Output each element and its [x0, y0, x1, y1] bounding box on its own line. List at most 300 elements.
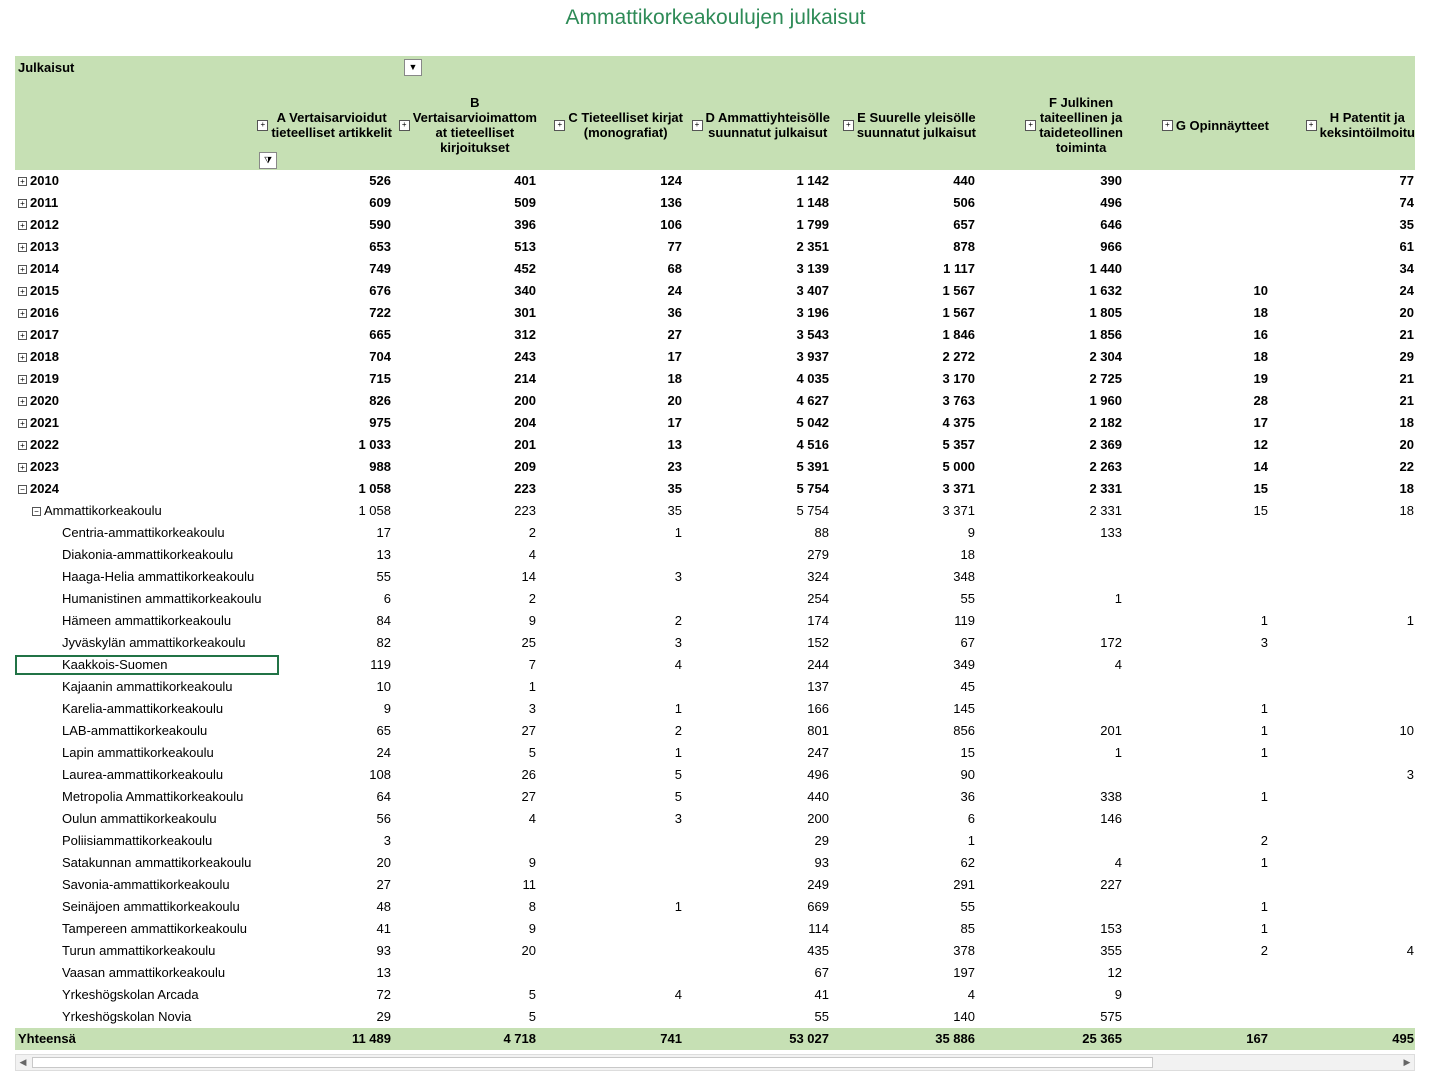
value-cell[interactable]: 2: [528, 525, 536, 540]
value-cell[interactable]: 35: [1399, 217, 1414, 232]
expand-column-icon[interactable]: +: [1025, 120, 1036, 131]
value-cell[interactable]: 64: [376, 789, 391, 804]
collapse-icon[interactable]: −: [18, 485, 27, 494]
value-cell[interactable]: 174: [807, 613, 829, 628]
expand-column-icon[interactable]: +: [399, 120, 410, 131]
value-cell[interactable]: 2 263: [1089, 459, 1122, 474]
expand-icon[interactable]: +: [18, 463, 27, 472]
value-cell[interactable]: 17: [376, 525, 391, 540]
value-cell[interactable]: 575: [1100, 1009, 1122, 1024]
value-cell[interactable]: 653: [369, 239, 391, 254]
value-cell[interactable]: 1 058: [358, 503, 391, 518]
value-cell[interactable]: 5 042: [796, 415, 829, 430]
expand-icon[interactable]: +: [18, 441, 27, 450]
value-cell[interactable]: 1 846: [942, 327, 975, 342]
value-cell[interactable]: 140: [953, 1009, 975, 1024]
value-cell[interactable]: 722: [369, 305, 391, 320]
value-cell[interactable]: 18: [960, 547, 975, 562]
value-cell[interactable]: 119: [370, 657, 391, 672]
value-cell[interactable]: 7: [528, 657, 536, 672]
value-cell[interactable]: 18: [1399, 415, 1414, 430]
expand-icon[interactable]: +: [18, 353, 27, 362]
value-cell[interactable]: 3: [1406, 767, 1414, 782]
value-cell[interactable]: 279: [807, 547, 829, 562]
expand-column-icon[interactable]: +: [843, 120, 854, 131]
value-cell[interactable]: 749: [369, 261, 391, 276]
value-cell[interactable]: 36: [667, 305, 682, 320]
value-cell[interactable]: 35: [667, 503, 682, 518]
value-cell[interactable]: 9: [528, 855, 536, 870]
value-cell[interactable]: 12: [1107, 965, 1122, 980]
row-label-filter-icon[interactable]: ⧩: [259, 152, 277, 169]
column-header[interactable]: [1008, 94, 1123, 156]
value-cell[interactable]: 2: [1260, 833, 1268, 848]
value-cell[interactable]: 3: [528, 701, 536, 716]
value-cell[interactable]: 3 937: [796, 349, 829, 364]
value-cell[interactable]: 704: [369, 349, 391, 364]
value-cell[interactable]: 496: [807, 767, 829, 782]
value-cell[interactable]: 4 035: [796, 371, 829, 386]
value-cell[interactable]: 9: [1114, 987, 1122, 1002]
value-cell[interactable]: 4: [1406, 943, 1414, 958]
value-cell[interactable]: 119: [954, 613, 975, 628]
column-header[interactable]: [401, 94, 537, 156]
value-cell[interactable]: 1: [674, 701, 682, 716]
value-cell[interactable]: 1 117: [943, 261, 975, 276]
value-cell[interactable]: 114: [808, 921, 829, 936]
value-cell[interactable]: 10: [1253, 283, 1268, 298]
value-cell[interactable]: 35: [667, 481, 682, 496]
value-cell[interactable]: 4 718: [503, 1031, 536, 1046]
value-cell[interactable]: 301: [514, 305, 536, 320]
value-cell[interactable]: 1 960: [1089, 393, 1122, 408]
value-cell[interactable]: 11 489: [351, 1031, 391, 1046]
value-cell[interactable]: 6: [967, 811, 975, 826]
value-cell[interactable]: 609: [369, 195, 391, 210]
value-cell[interactable]: 17: [667, 349, 682, 364]
value-cell[interactable]: 20: [1399, 305, 1414, 320]
value-cell[interactable]: 5: [674, 767, 682, 782]
value-cell[interactable]: 1: [674, 899, 682, 914]
value-cell[interactable]: 124: [660, 173, 682, 188]
value-cell[interactable]: 106: [660, 217, 682, 232]
value-cell[interactable]: 396: [514, 217, 536, 232]
value-cell[interactable]: 14: [1253, 459, 1268, 474]
value-cell[interactable]: 27: [521, 723, 536, 738]
value-cell[interactable]: 5 754: [796, 503, 829, 518]
value-cell[interactable]: 108: [369, 767, 391, 782]
value-cell[interactable]: 3 170: [942, 371, 975, 386]
value-cell[interactable]: 975: [369, 415, 391, 430]
value-cell[interactable]: 55: [960, 591, 975, 606]
value-cell[interactable]: 4: [967, 987, 975, 1002]
value-cell[interactable]: 348: [953, 569, 975, 584]
value-cell[interactable]: 2 725: [1089, 371, 1122, 386]
value-cell[interactable]: 61: [1399, 239, 1414, 254]
value-cell[interactable]: 21: [1399, 327, 1414, 342]
value-cell[interactable]: 1: [1406, 613, 1414, 628]
value-cell[interactable]: 29: [1399, 349, 1414, 364]
scroll-thumb[interactable]: [32, 1057, 1153, 1068]
value-cell[interactable]: 55: [960, 899, 975, 914]
value-cell[interactable]: 24: [1399, 283, 1414, 298]
value-cell[interactable]: 20: [376, 855, 391, 870]
value-cell[interactable]: 2: [674, 613, 682, 628]
value-cell[interactable]: 3: [674, 811, 682, 826]
value-cell[interactable]: 45: [960, 679, 975, 694]
value-cell[interactable]: 137: [807, 679, 829, 694]
value-cell[interactable]: 20: [667, 393, 682, 408]
value-cell[interactable]: 2: [528, 591, 536, 606]
expand-column-icon[interactable]: +: [554, 120, 565, 131]
value-cell[interactable]: 5 357: [942, 437, 975, 452]
value-cell[interactable]: 1 033: [358, 437, 391, 452]
column-header[interactable]: [1155, 94, 1269, 156]
value-cell[interactable]: 36: [960, 789, 975, 804]
value-cell[interactable]: 18: [667, 371, 682, 386]
value-cell[interactable]: 2: [674, 723, 682, 738]
value-cell[interactable]: 1: [674, 525, 682, 540]
value-cell[interactable]: 85: [960, 921, 975, 936]
value-cell[interactable]: 1 799: [796, 217, 829, 232]
value-cell[interactable]: 590: [369, 217, 391, 232]
value-cell[interactable]: 146: [1100, 811, 1122, 826]
value-cell[interactable]: 2 351: [796, 239, 829, 254]
value-cell[interactable]: 2: [1260, 943, 1268, 958]
expand-icon[interactable]: +: [18, 177, 27, 186]
value-cell[interactable]: 17: [667, 415, 682, 430]
value-cell[interactable]: 826: [369, 393, 391, 408]
value-cell[interactable]: 513: [514, 239, 536, 254]
value-cell[interactable]: 3: [383, 833, 391, 848]
expand-icon[interactable]: +: [18, 221, 27, 230]
value-cell[interactable]: 18: [1253, 349, 1268, 364]
value-cell[interactable]: 145: [953, 701, 975, 716]
value-cell[interactable]: 21: [1399, 371, 1414, 386]
expand-icon[interactable]: +: [18, 243, 27, 252]
expand-icon[interactable]: +: [18, 309, 27, 318]
expand-icon[interactable]: +: [18, 287, 27, 296]
value-cell[interactable]: 172: [1100, 635, 1122, 650]
value-cell[interactable]: 3 763: [942, 393, 975, 408]
value-cell[interactable]: 200: [807, 811, 829, 826]
value-cell[interactable]: 506: [953, 195, 975, 210]
value-cell[interactable]: 24: [667, 283, 682, 298]
value-cell[interactable]: 15: [1253, 503, 1268, 518]
value-cell[interactable]: 55: [814, 1009, 829, 1024]
value-cell[interactable]: 988: [369, 459, 391, 474]
column-header[interactable]: [845, 94, 976, 156]
value-cell[interactable]: 153: [1100, 921, 1122, 936]
value-cell[interactable]: 14: [521, 569, 536, 584]
value-cell[interactable]: 1: [528, 679, 536, 694]
value-cell[interactable]: 9: [528, 613, 536, 628]
expand-icon[interactable]: +: [18, 265, 27, 274]
value-cell[interactable]: 247: [807, 745, 829, 760]
value-cell[interactable]: 9: [383, 701, 391, 716]
value-cell[interactable]: 2 304: [1089, 349, 1122, 364]
value-cell[interactable]: 801: [807, 723, 829, 738]
scroll-left-icon[interactable]: ◀: [19, 1057, 27, 1067]
value-cell[interactable]: 41: [814, 987, 829, 1002]
value-cell[interactable]: 13: [667, 437, 682, 452]
expand-column-icon[interactable]: +: [692, 120, 703, 131]
value-cell[interactable]: 676: [369, 283, 391, 298]
expand-column-icon[interactable]: +: [257, 120, 268, 131]
value-cell[interactable]: 1 856: [1089, 327, 1122, 342]
value-cell[interactable]: 4: [674, 987, 682, 1002]
value-cell[interactable]: 4: [528, 811, 536, 826]
value-cell[interactable]: 1: [674, 745, 682, 760]
value-cell[interactable]: 201: [514, 437, 536, 452]
value-cell[interactable]: 340: [514, 283, 536, 298]
value-cell[interactable]: 1 632: [1089, 283, 1122, 298]
expand-icon[interactable]: +: [18, 375, 27, 384]
value-cell[interactable]: 90: [960, 767, 975, 782]
value-cell[interactable]: 41: [376, 921, 391, 936]
value-cell[interactable]: 378: [953, 943, 975, 958]
value-cell[interactable]: 509: [514, 195, 536, 210]
value-cell[interactable]: 496: [1100, 195, 1122, 210]
value-cell[interactable]: 1: [1260, 855, 1268, 870]
value-cell[interactable]: 10: [376, 679, 391, 694]
value-cell[interactable]: 93: [814, 855, 829, 870]
value-cell[interactable]: 5: [528, 1009, 536, 1024]
value-cell[interactable]: 72: [376, 987, 391, 1002]
value-cell[interactable]: 1: [1260, 723, 1268, 738]
value-cell[interactable]: 1 148: [796, 195, 829, 210]
value-cell[interactable]: 5: [674, 789, 682, 804]
value-cell[interactable]: 166: [807, 701, 829, 716]
value-cell[interactable]: 1: [1260, 745, 1268, 760]
value-cell[interactable]: 2 369: [1089, 437, 1122, 452]
value-cell[interactable]: 3: [1260, 635, 1268, 650]
value-cell[interactable]: 2 182: [1089, 415, 1122, 430]
value-cell[interactable]: 1 805: [1089, 305, 1122, 320]
value-cell[interactable]: 23: [667, 459, 682, 474]
value-cell[interactable]: 3: [674, 569, 682, 584]
value-cell[interactable]: 669: [807, 899, 829, 914]
value-cell[interactable]: 209: [514, 459, 536, 474]
value-cell[interactable]: 3 371: [942, 503, 975, 518]
value-cell[interactable]: 204: [514, 415, 536, 430]
value-cell[interactable]: 3: [674, 635, 682, 650]
value-cell[interactable]: 5: [528, 745, 536, 760]
value-cell[interactable]: 1 440: [1089, 261, 1122, 276]
value-cell[interactable]: 249: [807, 877, 829, 892]
value-cell[interactable]: 665: [369, 327, 391, 342]
column-header[interactable]: [557, 94, 683, 156]
value-cell[interactable]: 6: [383, 591, 391, 606]
value-cell[interactable]: 1: [1260, 613, 1268, 628]
value-cell[interactable]: 4 516: [796, 437, 829, 452]
value-cell[interactable]: 13: [376, 965, 391, 980]
value-cell[interactable]: 136: [660, 195, 682, 210]
value-cell[interactable]: 1: [967, 833, 975, 848]
scroll-right-icon[interactable]: ▶: [1403, 1057, 1411, 1067]
value-cell[interactable]: 12: [1253, 437, 1268, 452]
value-cell[interactable]: 53 027: [789, 1031, 829, 1046]
value-cell[interactable]: 1: [1260, 921, 1268, 936]
value-cell[interactable]: 3 407: [796, 283, 829, 298]
expand-icon[interactable]: +: [18, 397, 27, 406]
value-cell[interactable]: 5 391: [796, 459, 829, 474]
value-cell[interactable]: 3 543: [796, 327, 829, 342]
value-cell[interactable]: 24: [376, 745, 391, 760]
value-cell[interactable]: 13: [376, 547, 391, 562]
value-cell[interactable]: 15: [960, 745, 975, 760]
value-cell[interactable]: 1 058: [358, 481, 391, 496]
value-cell[interactable]: 25: [521, 635, 536, 650]
value-cell[interactable]: 1: [1260, 789, 1268, 804]
value-cell[interactable]: 1 567: [942, 305, 975, 320]
value-cell[interactable]: 27: [376, 877, 391, 892]
value-cell[interactable]: 401: [514, 173, 536, 188]
value-cell[interactable]: 223: [514, 481, 536, 496]
value-cell[interactable]: 526: [369, 173, 391, 188]
expand-column-icon[interactable]: +: [1162, 120, 1173, 131]
value-cell[interactable]: 34: [1399, 261, 1414, 276]
value-cell[interactable]: 25 365: [1082, 1031, 1122, 1046]
value-cell[interactable]: 4 627: [796, 393, 829, 408]
value-cell[interactable]: 62: [960, 855, 975, 870]
value-cell[interactable]: 65: [376, 723, 391, 738]
value-cell[interactable]: 1: [1260, 701, 1268, 716]
value-cell[interactable]: 312: [514, 327, 536, 342]
value-cell[interactable]: 657: [953, 217, 975, 232]
collapse-icon[interactable]: −: [32, 507, 41, 516]
value-cell[interactable]: 67: [814, 965, 829, 980]
expand-icon[interactable]: +: [18, 199, 27, 208]
value-cell[interactable]: 4: [528, 547, 536, 562]
value-cell[interactable]: 82: [376, 635, 391, 650]
value-cell[interactable]: 55: [376, 569, 391, 584]
value-cell[interactable]: 324: [807, 569, 829, 584]
value-cell[interactable]: 2 331: [1089, 481, 1122, 496]
value-cell[interactable]: 22: [1399, 459, 1414, 474]
value-cell[interactable]: 227: [1100, 877, 1122, 892]
value-cell[interactable]: 67: [960, 635, 975, 650]
value-cell[interactable]: 3 139: [796, 261, 829, 276]
value-cell[interactable]: 243: [514, 349, 536, 364]
value-cell[interactable]: 291: [953, 877, 975, 892]
value-cell[interactable]: 214: [514, 371, 536, 386]
value-cell[interactable]: 29: [376, 1009, 391, 1024]
value-cell[interactable]: 9: [528, 921, 536, 936]
value-cell[interactable]: 68: [667, 261, 682, 276]
value-cell[interactable]: 48: [376, 899, 391, 914]
value-cell[interactable]: 4 375: [942, 415, 975, 430]
value-cell[interactable]: 878: [953, 239, 975, 254]
value-cell[interactable]: 244: [807, 657, 829, 672]
value-cell[interactable]: 77: [1399, 173, 1414, 188]
value-cell[interactable]: 35 886: [935, 1031, 975, 1046]
value-cell[interactable]: 440: [807, 789, 829, 804]
value-cell[interactable]: 29: [814, 833, 829, 848]
value-cell[interactable]: 201: [1100, 723, 1122, 738]
value-cell[interactable]: 20: [1399, 437, 1414, 452]
value-cell[interactable]: 223: [514, 503, 536, 518]
value-cell[interactable]: 10: [1399, 723, 1414, 738]
value-cell[interactable]: 11: [522, 877, 536, 892]
value-cell[interactable]: 355: [1100, 943, 1122, 958]
value-cell[interactable]: 715: [369, 371, 391, 386]
value-cell[interactable]: 2 272: [942, 349, 975, 364]
value-cell[interactable]: 646: [1100, 217, 1122, 232]
value-cell[interactable]: 19: [1253, 371, 1268, 386]
value-cell[interactable]: 4: [674, 657, 682, 672]
column-header[interactable]: [260, 94, 392, 156]
value-cell[interactable]: 20: [521, 943, 536, 958]
value-cell[interactable]: 1: [1114, 591, 1122, 606]
value-cell[interactable]: 856: [953, 723, 975, 738]
value-cell[interactable]: 26: [521, 767, 536, 782]
value-cell[interactable]: 3 371: [942, 481, 975, 496]
value-cell[interactable]: 197: [953, 965, 975, 980]
value-cell[interactable]: 21: [1399, 393, 1414, 408]
expand-icon[interactable]: +: [18, 419, 27, 428]
value-cell[interactable]: 2 331: [1089, 503, 1122, 518]
column-header[interactable]: [694, 94, 830, 156]
value-cell[interactable]: 1: [1260, 899, 1268, 914]
value-cell[interactable]: 741: [660, 1031, 682, 1046]
value-cell[interactable]: 28: [1253, 393, 1268, 408]
value-cell[interactable]: 17: [1253, 415, 1268, 430]
value-cell[interactable]: 4: [1114, 657, 1122, 672]
value-cell[interactable]: 27: [667, 327, 682, 342]
value-cell[interactable]: 254: [807, 591, 829, 606]
value-cell[interactable]: 200: [514, 393, 536, 408]
value-cell[interactable]: 1 567: [942, 283, 975, 298]
value-cell[interactable]: 435: [807, 943, 829, 958]
value-cell[interactable]: 390: [1100, 173, 1122, 188]
value-cell[interactable]: 74: [1399, 195, 1414, 210]
value-cell[interactable]: 338: [1100, 789, 1122, 804]
value-cell[interactable]: 27: [521, 789, 536, 804]
value-cell[interactable]: 18: [1399, 503, 1414, 518]
value-cell[interactable]: 452: [514, 261, 536, 276]
filter-dropdown-button[interactable]: ▼: [404, 59, 422, 76]
horizontal-scrollbar[interactable]: [15, 1054, 1415, 1071]
value-cell[interactable]: 4: [1114, 855, 1122, 870]
value-cell[interactable]: 15: [1253, 481, 1268, 496]
value-cell[interactable]: 495: [1392, 1031, 1414, 1046]
value-cell[interactable]: 3 196: [796, 305, 829, 320]
value-cell[interactable]: 152: [807, 635, 829, 650]
value-cell[interactable]: 133: [1100, 525, 1122, 540]
value-cell[interactable]: 93: [376, 943, 391, 958]
value-cell[interactable]: 5 000: [942, 459, 975, 474]
value-cell[interactable]: 84: [376, 613, 391, 628]
value-cell[interactable]: 56: [376, 811, 391, 826]
value-cell[interactable]: 5: [528, 987, 536, 1002]
value-cell[interactable]: 349: [953, 657, 975, 672]
value-cell[interactable]: 440: [953, 173, 975, 188]
column-header[interactable]: [1301, 94, 1415, 156]
expand-icon[interactable]: +: [18, 331, 27, 340]
value-cell[interactable]: 18: [1399, 481, 1414, 496]
value-cell[interactable]: 77: [667, 239, 682, 254]
value-cell[interactable]: 5 754: [796, 481, 829, 496]
value-cell[interactable]: 16: [1253, 327, 1268, 342]
value-cell[interactable]: 88: [814, 525, 829, 540]
expand-column-icon[interactable]: +: [1306, 120, 1317, 131]
value-cell[interactable]: 8: [528, 899, 536, 914]
value-cell[interactable]: 9: [967, 525, 975, 540]
value-cell[interactable]: 966: [1100, 239, 1122, 254]
value-cell[interactable]: 18: [1253, 305, 1268, 320]
value-cell[interactable]: 1: [1114, 745, 1122, 760]
